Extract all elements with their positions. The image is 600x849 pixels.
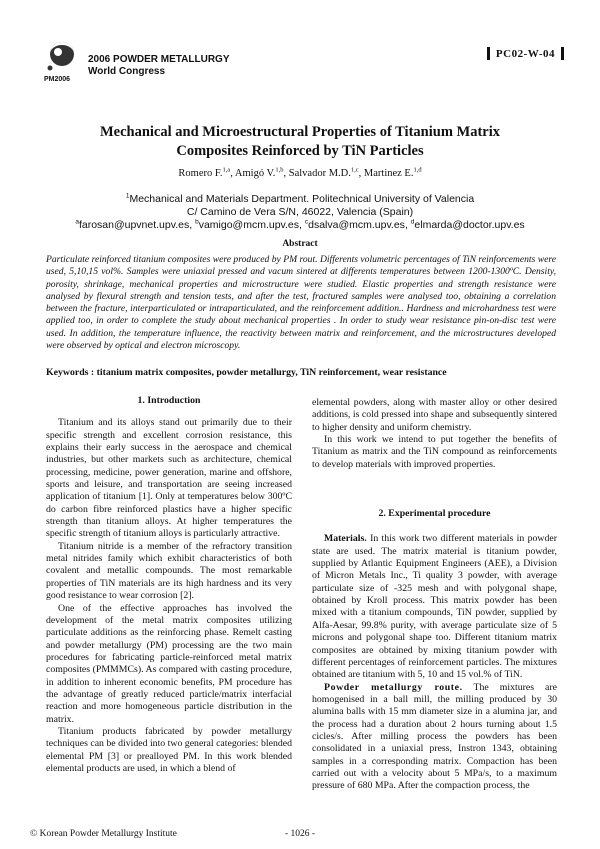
section-heading-experimental: 2. Experimental procedure xyxy=(378,508,491,520)
pm-logo-icon xyxy=(44,40,84,72)
keywords-line xyxy=(46,367,556,378)
paper-title: Mechanical and Microestructural Properties of Titanium Matrix Composites Reinforced by TiN Particles xyxy=(99,124,501,159)
author: Martinez E. xyxy=(363,168,414,179)
email-list: $^a$farosan@upvnet.upv.es, $^b$vamigo@mcm.upv.es, $^c$dsalva@mcm.upv.es, $^d$elmarda@doctor.upv.es xyxy=(75,218,525,231)
code-bar-right xyxy=(561,47,564,60)
email-link[interactable]: dsalva@mcm.upv.es xyxy=(308,219,405,231)
email-link[interactable]: vamigo@mcm.upv.es xyxy=(198,219,300,231)
paragraph: In this work we intend to put together the benefits of Titanium as matrix and the TiN compound as reinforcements to develop materials with improved properties. xyxy=(312,434,557,470)
author: Romero F. xyxy=(178,168,223,179)
abstract-heading: Abstract xyxy=(282,239,318,249)
conference-title: 2006 POWDER METALLURGY World Congress xyxy=(88,54,230,77)
run-in-heading: Materials. xyxy=(324,533,367,545)
footer-copyright: © Korean Powder Metallurgy Institute xyxy=(30,829,177,839)
author: Salvador M.D. xyxy=(288,168,351,179)
page-number: - 1026 - xyxy=(284,829,316,839)
affiliation: $^1$Mechanical and Materials Department. Politechnical University of Valencia C/ Camino de Vera S/N, 46022, Valencia (Spain) $^a$farosan@upvnet.upv.es, $^b$vamigo@mcm.upv.es, $^c$dsalva@mcm.upv.es, $^d$elmarda@doctor.upv.es xyxy=(30,193,570,232)
email-link[interactable]: elmarda@doctor.upv.es xyxy=(414,219,525,231)
paper-code-box xyxy=(487,44,564,62)
logo-caption: PM2006 xyxy=(44,76,71,83)
author-list: Romero F.$^{1,a}$, Amigó V.$^{1,b}$, Salvador M.D.$^{1,c}$, Martinez E.$^{1,d}$ xyxy=(178,166,422,179)
run-in-heading: Powder metallurgy route. xyxy=(324,681,463,693)
author: Amigó V. xyxy=(234,168,276,179)
paragraph: Materials. In this work two different materials in powder state are used. The matrix material is titanium powder, supplied by Atlantic Equipment Engineers (AEE), a Division of Micron Metals Inc., Ti quality 3 powder, with average particulate size of -325 mesh and with polygonal shape, obtained by Kroll process. This matrix powder has been mixed with a titanium compounds, TiN powder, supplied by Alfa-Aesar, 99.8% purity, with average particulate size of 5 microns and polygonal shape too. Different titanium matrix composites are obtained by mixing titanium powder with different percentages of reinforcement particles. The mixtures obtained are titanium with 5, 10 and 15 vol.% of TiN. xyxy=(312,533,558,681)
paragraph: Powder metallurgy route. The mixtures are homogenised in a ball mill, the milling produced by 30 alumina balls with 15 mm diameter size in a alumina jar, and the process had a duration about 2 hours turning about 1.5 cicles/s. After milling process the powders has been consolidated in a uniaxial press, Instron 1343, obtaining samples in a corresponding matrix. Compaction has been carried out with a velocity about 5 MPa/s, to a maximum pressure of 680 MPa. After the compaction process, the xyxy=(312,681,558,792)
keywords-text: titanium matrix composites, powder metallurgy, TiN reinforcement, wear resistance xyxy=(96,367,447,378)
right-column xyxy=(312,397,557,793)
paragraph: Titanium products fabricated by powder metallurgy techniques can be divided into two general categories: blended elemental PM [3] or prealloyed PM. In this work blended elemental products are used, in which a blend of xyxy=(46,725,292,774)
paper-code: PC02-W-04 xyxy=(495,48,555,60)
conference-logo xyxy=(44,40,84,82)
left-column xyxy=(46,395,292,775)
abstract-text: Particulate reinforced titanium composites were produced by PM rout. Differents volumetric percentages of TiN reinforcements were used, 5,10,15 vol%. Samples were uniaxial pressed and vacum sintered at differents temperatures between 1200-1300ºC. Density, porosity, shrinkage, mechanical properties and microstructure were studied. Elastic properties and strength resistance were analysed by flexural strength and tension tests, and after the test, fractured samples were analysed too, obtaining a correlation between the fracture, interparticulated or intraparticulated, and the reinforcement addition.. Hardness and microhardness test were applied too, in order to complete the study about mechanical properties . In order to study wear resistance pin-on-disc test were used. In addition, the temperature influence, the reactivity between matrix and reinforcement, and the microstructures developed were observed by optical and electron microscopy. xyxy=(46,254,556,352)
paragraph: Titanium and its alloys stand out primarily due to their specific strength and excellent corrosion resistance, this explains their early success in the aerospace and chemical industries, but other markets such as architecture, chemical processing, medicine, power generation, marine and offshore, sports and leisure, and transportation are seeing increased application of titanium [1]. Only at temperatures below 300ºC do carbon fibre reinforced plastics have a higher specific strength than titanium alloys. At higher temperatures the specific strength of titanium alloys is particularly attractive. xyxy=(46,417,292,540)
keywords-label: Keywords : xyxy=(46,367,97,378)
section-heading-introduction: 1. Introduction xyxy=(137,395,201,406)
paragraph: elemental powders, along with master alloy or other desired additions, is cold pressed into shape and subsequently sintered to higher density and uniform chemistry. xyxy=(312,397,557,433)
paragraph: One of the effective approaches has involved the development of the metal matrix composites utilizing particulate additions as the reinforcing phase. Remelt casting and powder metallurgy (PM) processing are the two main procedures for fabricating particle-reinforced metal matrix composites (PMMMCs). As compared with casting procedure, in addition to inherent economic benefits, PM procedure has the advantage of greatly reduced particle/matrix interfacial reaction and more homogeneous particle distribution in the matrix. xyxy=(46,602,292,725)
email-link[interactable]: farosan@upvnet.upv.es xyxy=(78,219,190,231)
code-bar-left xyxy=(487,47,490,60)
paragraph: Titanium nitride is a member of the refractory transition metal nitrides family which exhibit characteristics of both covalent and metallic compounds. The most remarkable properties of TiN materials are its high hardness and its very good resistance to wear corrosion [2]. xyxy=(46,540,292,602)
